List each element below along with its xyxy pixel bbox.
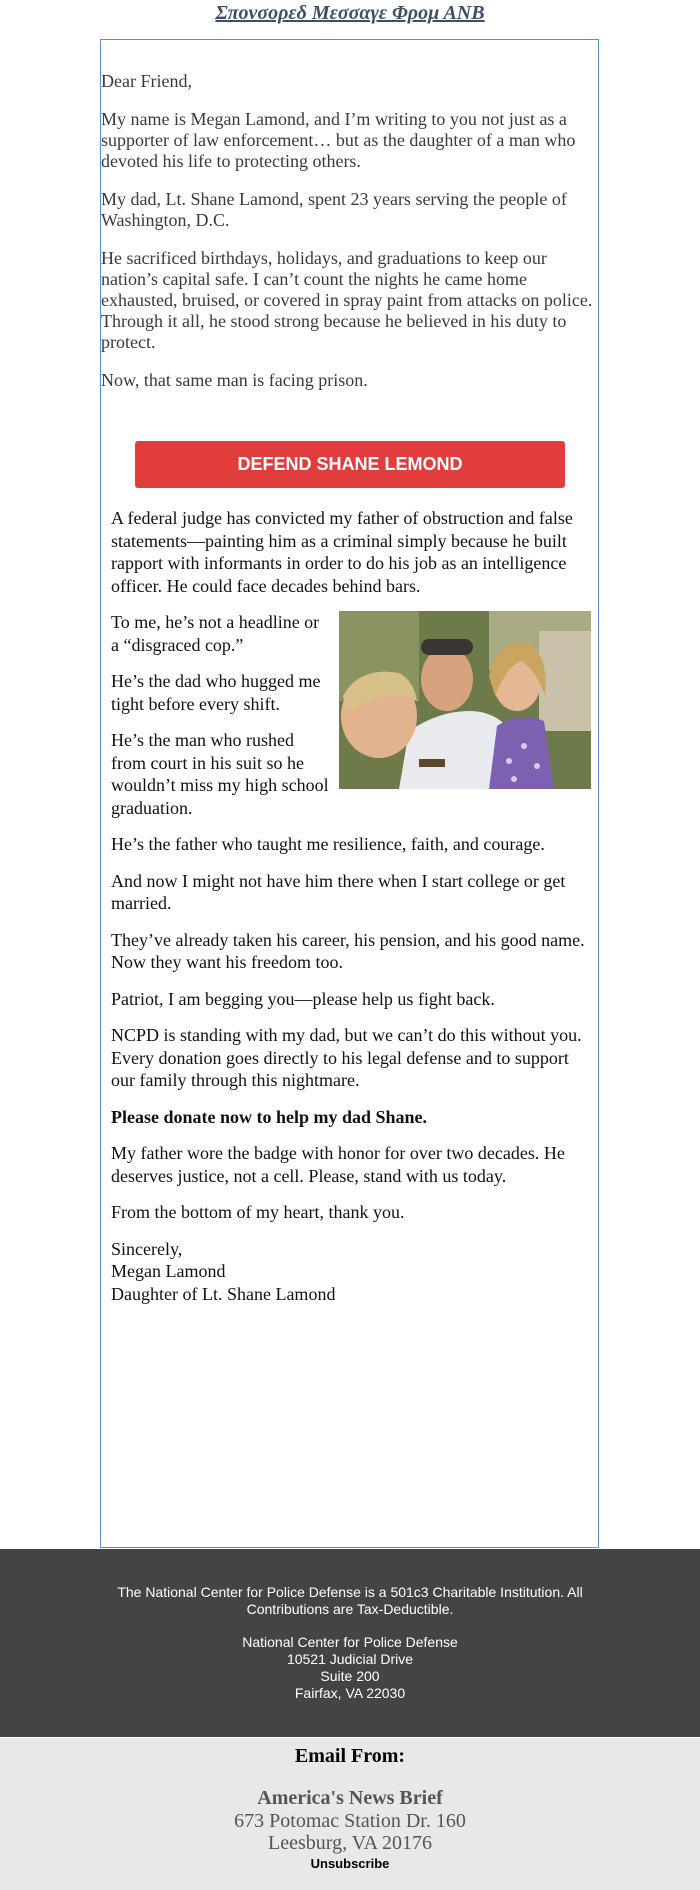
closing-paragraph: My father wore the badge with honor for over two decades. He deserves justice, not a cell. Please, stand with us today. bbox=[111, 1143, 565, 1186]
sender-footer bbox=[0, 1738, 700, 1890]
sender-name: America's News Brief bbox=[257, 1787, 443, 1809]
intro-paragraph: He sacrificed birthdays, holidays, and graduations to keep our nation’s capital safe. I can’t count the nights he came home exhausted, bruised, or covered in spray paint from attacks on police. Through it all, he stood strong because he believed in his duty to protect. bbox=[101, 248, 593, 352]
org-footer bbox=[0, 1549, 700, 1737]
body-paragraph: He’s the father who taught me resilience, faith, and courage. bbox=[111, 834, 545, 854]
tax-disclaimer: The National Center for Police Defense is a 501c3 Charitable Institution. All Contributions are Tax-Deductible. bbox=[117, 1584, 583, 1617]
unsubscribe-link[interactable]: Unsubscribe bbox=[310, 1856, 390, 1871]
email-from-heading: Email From: bbox=[294, 1745, 406, 1767]
body-paragraph: Patriot, I am begging you—please help us fight back. bbox=[111, 988, 495, 1009]
unsubscribe-row bbox=[0, 1856, 700, 1872]
body-paragraph: He’s the dad who hugged me tight before every shift. bbox=[111, 671, 321, 714]
org-address bbox=[0, 1634, 700, 1702]
org-suite: Suite 200 bbox=[320, 1668, 380, 1684]
signature-block bbox=[111, 1238, 591, 1306]
org-city: Fairfax, VA 22030 bbox=[294, 1685, 406, 1701]
greeting: Dear Friend, bbox=[101, 71, 192, 91]
bold-line: Please donate now to help my dad Shane. bbox=[111, 1106, 428, 1127]
sponsor-header-link[interactable]: Σπονσορεδ Μεσσαγε Φρομ ΑΝΒ bbox=[215, 2, 485, 24]
sender-address bbox=[0, 1810, 700, 1854]
defend-shane-button[interactable]: DEFEND SHANE LEMOND bbox=[135, 441, 565, 488]
intro-paragraph: My dad, Lt. Shane Lamond, spent 23 years serving the people of Washington, D.C. bbox=[101, 189, 567, 230]
letter-intro bbox=[101, 71, 597, 408]
closing-paragraph: From the bottom of my heart, thank you. bbox=[111, 1202, 405, 1222]
body-paragraph: He’s the man who rushed from court in his suit so he wouldn’t miss my high school graduation. bbox=[111, 730, 329, 818]
signer-name: Megan Lamond bbox=[111, 1261, 226, 1281]
donate-call-to-action bbox=[111, 1106, 591, 1129]
body-paragraph: They’ve already taken his career, his pension, and his good name. Now they want his freedom too. bbox=[111, 929, 585, 972]
body-paragraph: NCPD is standing with my dad, but we can’t do this without you. Every donation goes directly to his legal defense and to support our family through this nightmare. bbox=[111, 1025, 582, 1090]
intro-paragraph: Now, that same man is facing prison. bbox=[101, 370, 368, 390]
letter-body bbox=[111, 507, 591, 1319]
signoff: Sincerely, bbox=[111, 1238, 183, 1259]
intro-paragraph: My name is Megan Lamond, and I’m writing to you not just as a supporter of law enforcement… but as the daughter of a man who devoted his life to protecting others. bbox=[101, 109, 576, 171]
sender-address-line1: 673 Potomac Station Dr. 160 bbox=[234, 1810, 466, 1832]
body-paragraph: To me, he’s not a headline or a “disgraced cop.” bbox=[111, 612, 320, 655]
org-name: National Center for Police Defense bbox=[242, 1634, 458, 1650]
sender-address-line2: Leesburg, VA 20176 bbox=[268, 1832, 432, 1854]
body-paragraph: A federal judge has convicted my father of obstruction and false statements—painting him as a criminal simply because he built rapport with informants in order to do his job as an intelligence officer. He could face decades behind bars. bbox=[111, 508, 573, 596]
signer-title: Daughter of Lt. Shane Lamond bbox=[111, 1283, 336, 1304]
org-street: 10521 Judicial Drive bbox=[286, 1651, 414, 1667]
family-photo bbox=[339, 611, 591, 789]
body-paragraph: And now I might not have him there when I start college or get married. bbox=[111, 870, 566, 913]
